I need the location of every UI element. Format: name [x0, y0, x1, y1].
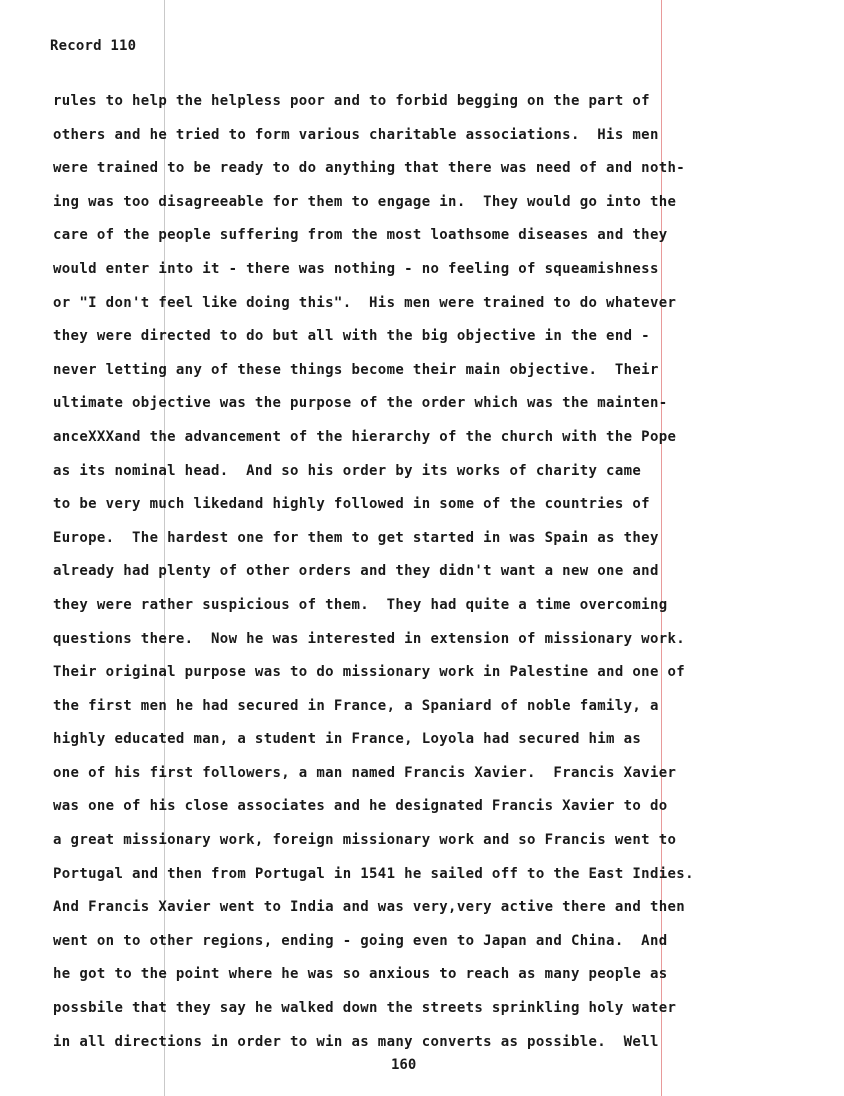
text-line: as its nominal head. And so his order by its works of charity came — [53, 462, 642, 479]
text-line: or "I don't feel like doing this". His men were trained to do whatever — [53, 294, 677, 311]
text-line: ultimate objective was the purpose of the order which was the mainten- — [53, 395, 668, 412]
text-line: went on to other regions, ending - going even to Japan and China. And — [53, 932, 668, 949]
text-line: care of the people suffering from the most loathsome diseases and they — [53, 227, 668, 244]
text-line: possbile that they say he walked down the streets sprinkling holy water — [53, 1000, 677, 1017]
text-line: they were directed to do but all with the big objective in the end - — [53, 328, 650, 345]
text-line: never letting any of these things become their main objective. Their — [53, 361, 659, 378]
text-line: already had plenty of other orders and they didn't want a new one and — [53, 563, 659, 580]
text-line: was one of his close associates and he designated Francis Xavier to do — [53, 798, 668, 815]
text-line: the first men he had secured in France, a Spaniard of noble family, a — [53, 697, 659, 714]
text-line: were trained to be ready to do anything that there was need of and noth- — [53, 160, 686, 177]
text-line: in all directions in order to win as many converts as possible. Well — [53, 1033, 659, 1050]
transcript-body — [53, 89, 833, 1063]
text-line: anceXXXand the advancement of the hierarchy of the church with the Pope — [53, 428, 677, 445]
text-line: highly educated man, a student in France, Loyola had secured him as — [53, 731, 642, 748]
text-line: one of his first followers, a man named Francis Xavier. Francis Xavier — [53, 764, 677, 781]
text-line: others and he tried to form various charitable associations. His men — [53, 126, 659, 143]
text-line: And Francis Xavier went to India and was very,very active there and then — [53, 899, 686, 916]
text-line: Their original purpose was to do missionary work in Palestine and one of — [53, 664, 686, 681]
text-line: would enter into it - there was nothing - no feeling of squeamishness — [53, 260, 659, 277]
text-line: Europe. The hardest one for them to get started in was Spain as they — [53, 529, 659, 546]
page-number: 160 — [391, 1057, 417, 1073]
text-line: to be very much likedand highly followed in some of the countries of — [53, 496, 650, 513]
record-label: Record 110 — [50, 38, 137, 54]
text-line: rules to help the helpless poor and to forbid begging on the part of — [53, 93, 650, 109]
text-line: questions there. Now he was interested in extension of missionary work. — [53, 630, 686, 647]
text-line: they were rather suspicious of them. They had quite a time overcoming — [53, 596, 668, 613]
text-line: ing was too disagreeable for them to engage in. They would go into the — [53, 193, 677, 210]
text-line: he got to the point where he was so anxious to reach as many people as — [53, 966, 668, 983]
text-line: a great missionary work, foreign missionary work and so Francis went to — [53, 832, 677, 849]
text-line: Portugal and then from Portugal in 1541 he sailed off to the East Indies. — [53, 865, 694, 882]
